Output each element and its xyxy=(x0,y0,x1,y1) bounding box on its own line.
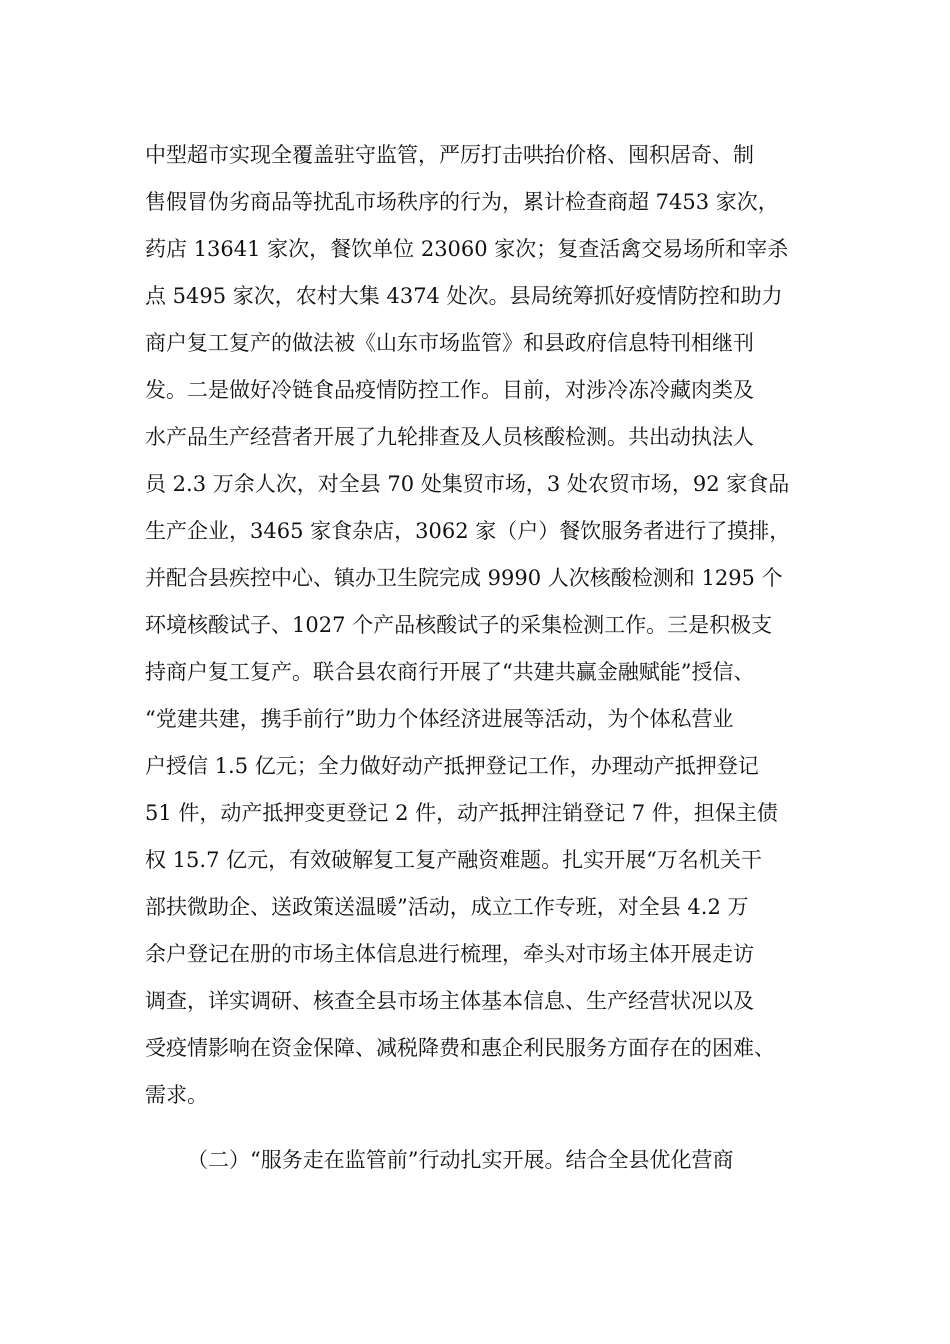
text-line: 环境核酸试子、1027 个产品核酸试子的采集检测工作。三是积极支 xyxy=(145,613,773,637)
section-heading: （二）“服务走在监管前”行动扎实开展。结合全县优化营商 xyxy=(187,1148,734,1172)
text-line: 需求。 xyxy=(145,1083,208,1107)
text-line: 商户复工复产的做法被《山东市场监管》和县政府信息特刊相继刊 xyxy=(145,331,754,355)
text-line: 户授信 1.5 亿元；全力做好动产抵押登记工作，办理动产抵押登记 xyxy=(145,754,759,778)
text-line: 持商户复工复产。联合县农商行开展了“共建共赢金融赋能”授信、 xyxy=(145,660,755,684)
text-line: 员 2.3 万余人次，对全县 70 处集贸市场，3 处农贸市场，92 家食品 xyxy=(145,472,790,496)
text-line: 生产企业，3465 家食杂店，3062 家（户）餐饮服务者进行了摸排， xyxy=(145,519,791,543)
text-line: 受疫情影响在资金保障、减税降费和惠企利民服务方面存在的困难、 xyxy=(145,1036,775,1060)
text-line: “党建共建，携手前行”助力个体经济进展等活动，为个体私营业 xyxy=(145,707,734,731)
text-line: 售假冒伪劣商品等扰乱市场秩序的行为，累计检查商超 7453 家次， xyxy=(145,190,779,214)
text-line: 中型超市实现全覆盖驻守监管，严厉打击哄抬价格、囤积居奇、制 xyxy=(145,143,754,167)
text-line: 部扶微助企、送政策送温暖”活动，成立工作专班，对全县 4.2 万 xyxy=(145,895,749,919)
text-line: 51 件，动产抵押变更登记 2 件，动产抵押注销登记 7 件，担保主债 xyxy=(145,801,778,825)
text-line: 权 15.7 亿元，有效破解复工复产融资难题。扎实开展“万名机关干 xyxy=(145,848,762,872)
text-line: 发。二是做好冷链食品疫情防控工作。目前，对涉冷冻冷藏肉类及 xyxy=(145,378,754,402)
text-line: 调查，详实调研、核查全县市场主体基本信息、生产经营状况以及 xyxy=(145,989,754,1013)
body-text xyxy=(145,132,835,1184)
text-line: 药店 13641 家次，餐饮单位 23060 家次；复查活禽交易场所和宰杀 xyxy=(145,237,789,261)
text-line: 水产品生产经营者开展了九轮排查及人员核酸检测。共出动执法人 xyxy=(145,425,754,449)
text-line: 余户登记在册的市场主体信息进行梳理，牵头对市场主体开展走访 xyxy=(145,942,754,966)
text-line: 并配合县疾控中心、镇办卫生院完成 9990 人次核酸检测和 1295 个 xyxy=(145,566,783,590)
text-line: 点 5495 家次，农村大集 4374 处次。县局统筹抓好疫情防控和助力 xyxy=(145,284,783,308)
